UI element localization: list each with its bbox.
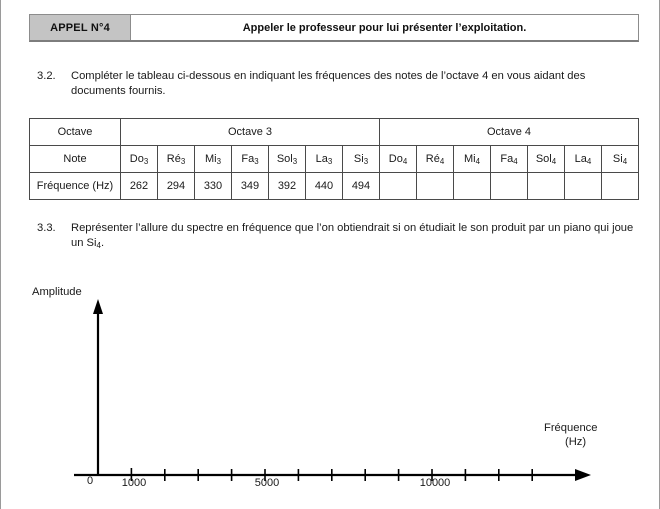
- note-base: Mi: [463, 153, 476, 165]
- x-axis-origin-label: 0: [87, 475, 94, 487]
- x-axis-unit-label: (Hz): [565, 436, 587, 448]
- note-sub: 4: [513, 157, 518, 167]
- note-base: La: [574, 153, 587, 165]
- note-cell-re3: [158, 146, 195, 173]
- freq-cell-sol4[interactable]: [528, 173, 565, 200]
- octave-group-3-title: Octave 3: [121, 119, 380, 146]
- note-cell-si4: [602, 146, 639, 173]
- y-axis-arrow-icon: [93, 299, 103, 314]
- question-3-3-number: 3.3.: [37, 222, 56, 234]
- note-base: Si: [353, 153, 364, 165]
- note-cell-fa4: [491, 146, 528, 173]
- freq-cell-mi3: 330: [195, 173, 232, 200]
- note-cell-re4: [417, 146, 454, 173]
- freq-cell-si3: 494: [343, 173, 380, 200]
- note-base: Fa: [241, 153, 255, 165]
- note-cell-sol3: [269, 146, 306, 173]
- note-sub: 4: [475, 157, 480, 167]
- table-row-note: [30, 146, 639, 173]
- row-label-frequence: Fréquence (Hz): [30, 173, 121, 200]
- note-cell-mi3: [195, 146, 232, 173]
- freq-cell-sol3: 392: [269, 173, 306, 200]
- freq-cell-re3: 294: [158, 173, 195, 200]
- question-3-2-number: 3.2.: [37, 70, 56, 82]
- row-label-octave: Octave: [30, 119, 121, 146]
- table-row-octave: [30, 119, 639, 146]
- note-base: Ré: [425, 153, 440, 165]
- note-sub: 3: [363, 157, 369, 167]
- note-sub: 3: [180, 157, 186, 167]
- freq-cell-fa3: 349: [232, 173, 269, 200]
- note-sub: 4: [586, 157, 592, 167]
- frequency-table: [29, 118, 639, 200]
- freq-cell-fa4[interactable]: [491, 173, 528, 200]
- appel-banner: [29, 14, 639, 42]
- note-sub: 3: [216, 157, 221, 167]
- freq-cell-do4[interactable]: [380, 173, 417, 200]
- table-row-frequence: [30, 173, 639, 200]
- appel-instruction-text: Appeler le professeur pour lui présenter l’exploitation.: [242, 21, 527, 34]
- note-base: Si: [612, 153, 623, 165]
- question-3-2-text: Compléter le tableau ci-dessous en indiquant les fréquences des notes de l’octave 4 en vous aidant des documents fournis.: [71, 70, 586, 97]
- x-tick-label-1000: 1000: [121, 477, 147, 489]
- note-cell-fa3: [232, 146, 269, 173]
- question-3-3-text-main: Représenter l’allure du spectre en fréquence que l’on obtiendrait si on étudiait le son produit par un piano qui joue un Si: [71, 222, 634, 249]
- note-sub: 3: [254, 157, 259, 167]
- note-cell-si3: [343, 146, 380, 173]
- note-base: Sol: [535, 153, 552, 165]
- freq-cell-si4[interactable]: [602, 173, 639, 200]
- note-cell-sol4: [528, 146, 565, 173]
- note-base: Fa: [500, 153, 514, 165]
- freq-cell-la4[interactable]: [565, 173, 602, 200]
- note-cell-la4: [565, 146, 602, 173]
- freq-cell-mi4[interactable]: [454, 173, 491, 200]
- note-cell-la3: [306, 146, 343, 173]
- axes-svg: [1, 270, 660, 509]
- row-label-note: Note: [30, 146, 121, 173]
- question-3-2: [37, 69, 637, 99]
- question-3-3-text: [71, 221, 637, 251]
- question-3-3-note-sub: 4: [96, 241, 101, 251]
- note-sub: 4: [551, 157, 557, 167]
- appel-badge-label: APPEL N°4: [30, 15, 131, 40]
- note-base: Sol: [276, 153, 293, 165]
- x-tick-label-5000: 5000: [254, 477, 280, 489]
- note-sub: 4: [402, 157, 408, 167]
- freq-cell-la3: 440: [306, 173, 343, 200]
- x-axis-arrow-icon: [575, 469, 591, 481]
- note-sub: 4: [622, 157, 628, 167]
- spectrum-chart: [1, 270, 660, 509]
- octave-group-4-title: Octave 4: [380, 119, 639, 146]
- freq-cell-do3: 262: [121, 173, 158, 200]
- note-base: Do: [388, 153, 403, 165]
- question-3-3: [37, 221, 637, 251]
- note-sub: 3: [327, 157, 333, 167]
- note-sub: 3: [143, 157, 149, 167]
- question-3-3-text-end: .: [100, 237, 105, 249]
- freq-cell-re4[interactable]: [417, 173, 454, 200]
- note-cell-mi4: [454, 146, 491, 173]
- note-cell-do3: [121, 146, 158, 173]
- note-base: Do: [129, 153, 144, 165]
- note-cell-do4: [380, 146, 417, 173]
- note-base: La: [315, 153, 328, 165]
- y-axis: [93, 299, 103, 475]
- note-base: Mi: [204, 153, 217, 165]
- note-sub: 4: [439, 157, 445, 167]
- x-tick-label-10000: 10000: [419, 477, 451, 489]
- x-axis-label: Fréquence: [544, 422, 598, 434]
- y-axis-label: Amplitude: [32, 286, 82, 298]
- note-base: Ré: [166, 153, 181, 165]
- note-sub: 3: [292, 157, 298, 167]
